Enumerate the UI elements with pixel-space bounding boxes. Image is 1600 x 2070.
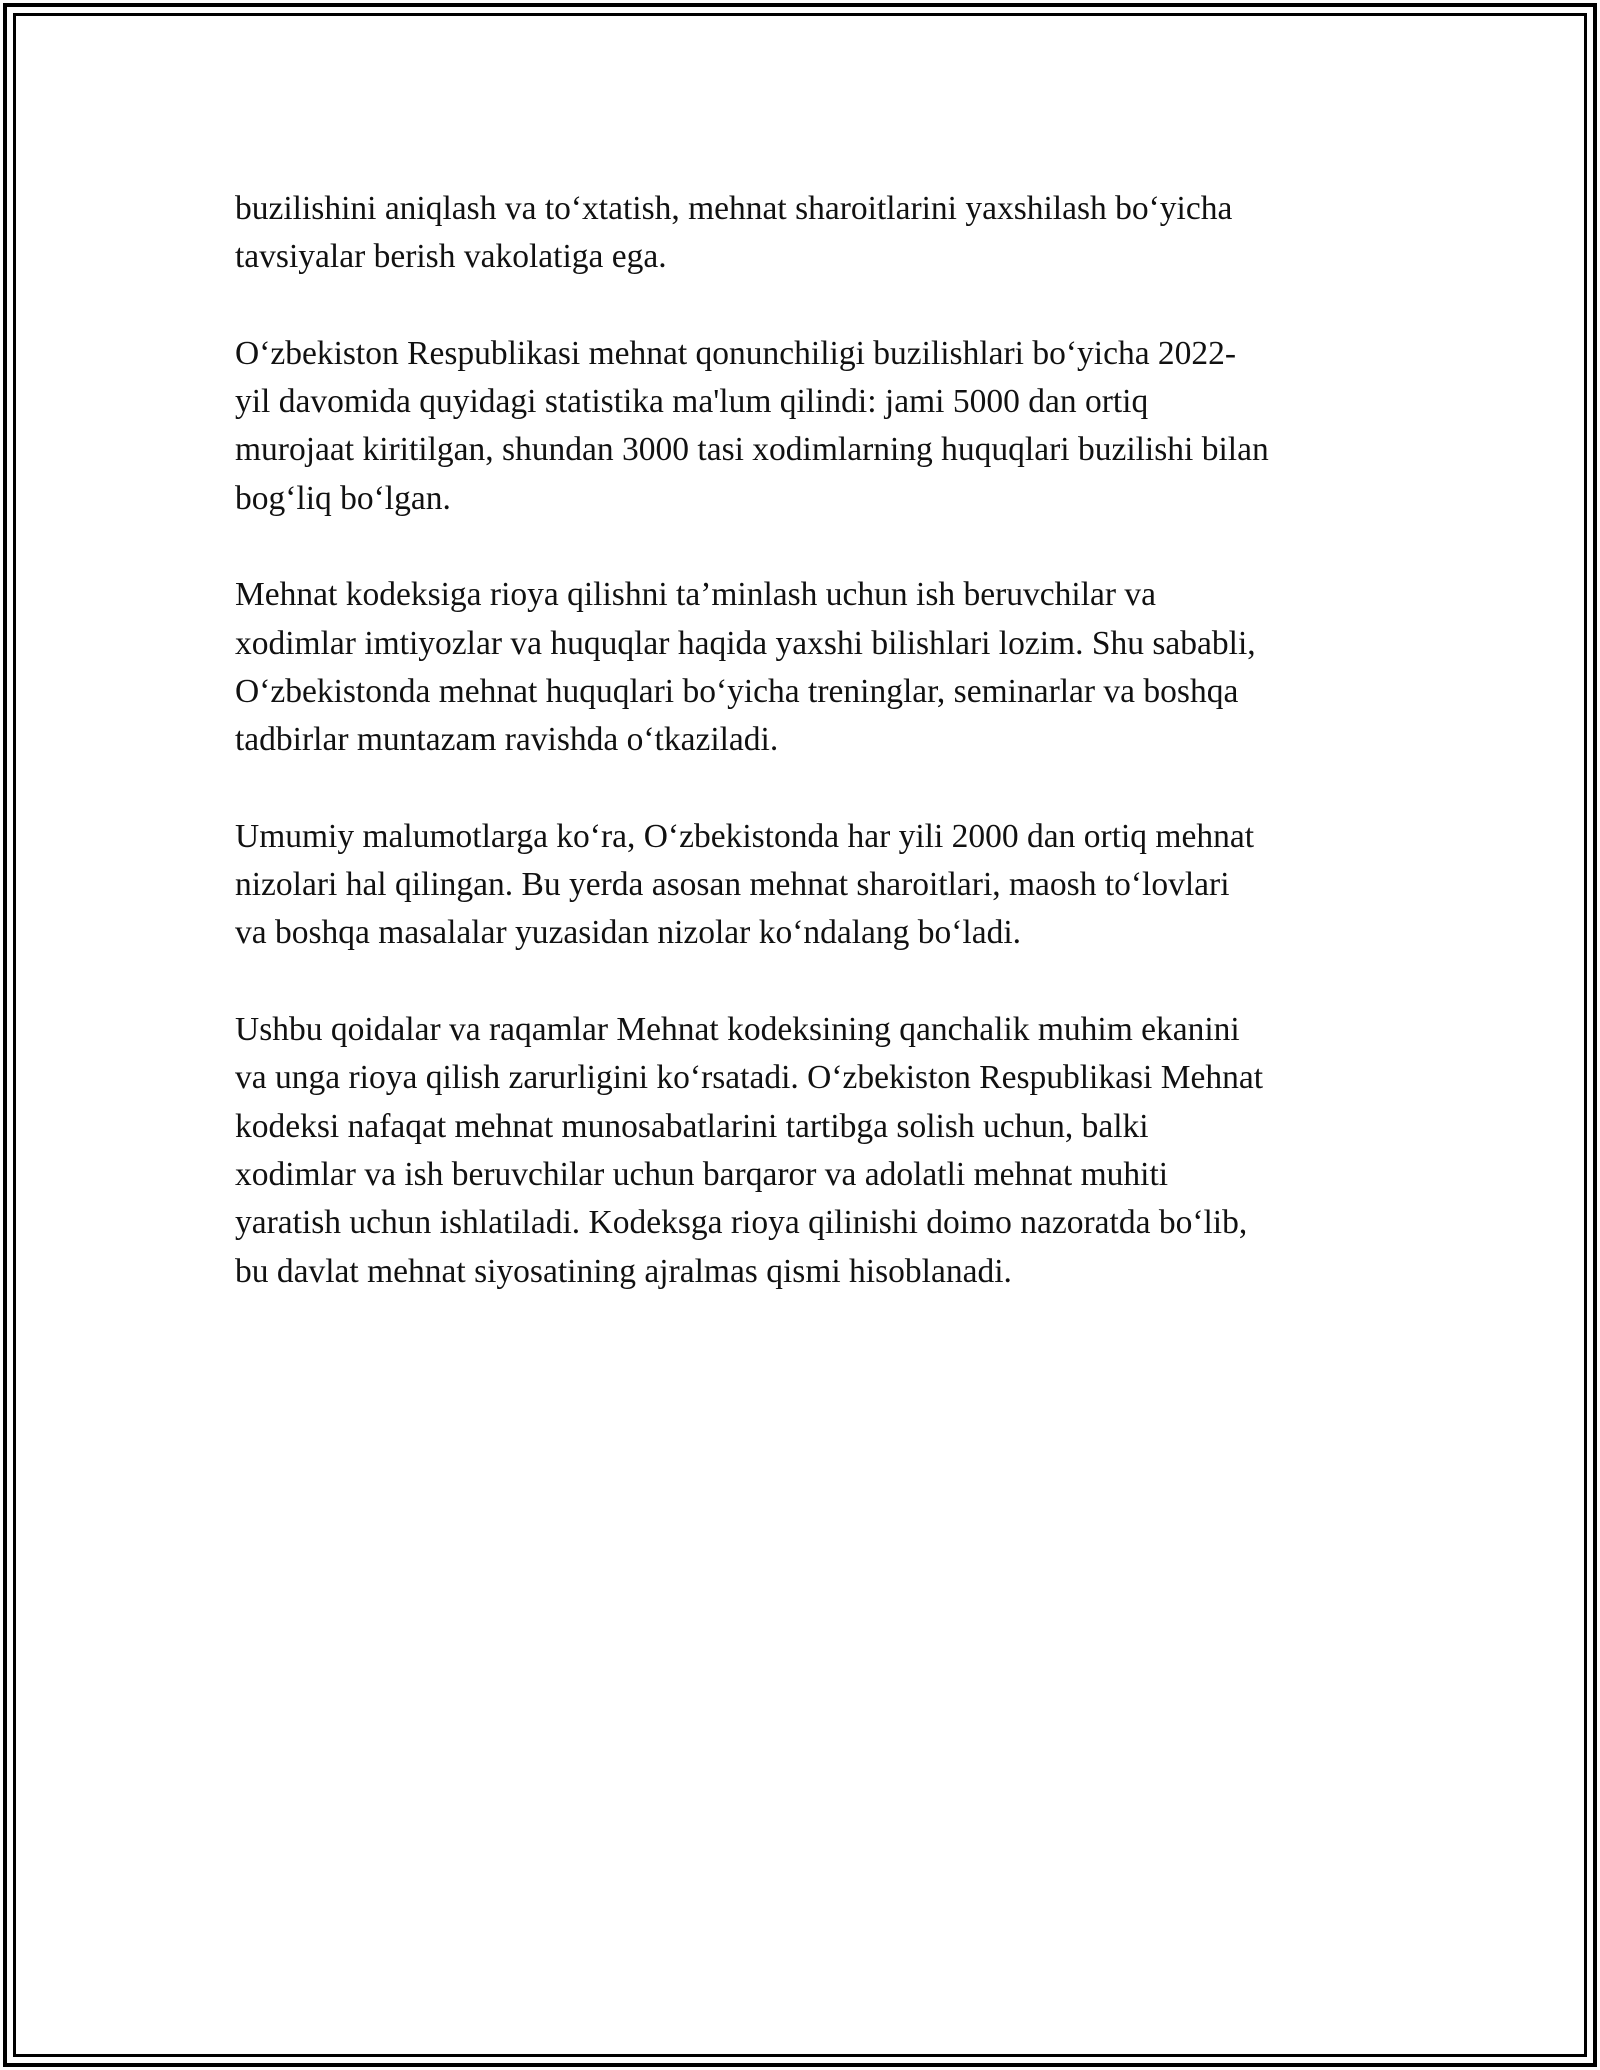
- text-line: tadbirlar muntazam ravishda o‘tkaziladi.: [235, 721, 779, 759]
- text-line: yaratish uchun ishlatiladi. Kodeksga rioya qilinishi doimo nazoratda bo‘lib,: [235, 1204, 1248, 1242]
- text-line: O‘zbekiston Respublikasi mehnat qonunchiligi buzilishlari bo‘yicha 2022-: [235, 334, 1237, 372]
- paragraph-5: [235, 1006, 1385, 1296]
- text-line: Ushbu qoidalar va raqamlar Mehnat kodeksining qanchalik muhim ekanini: [235, 1011, 1240, 1049]
- text-line: nizolari hal qilingan. Bu yerda asosan mehnat sharoitlari, maosh to‘lovlari: [235, 866, 1230, 904]
- text-line: bu davlat mehnat siyosatining ajralmas qismi hisoblanadi.: [235, 1252, 1012, 1290]
- paragraph-3: [235, 571, 1385, 764]
- text-line: Mehnat kodeksiga rioya qilishni ta’minlash uchun ish beruvchilar va: [235, 576, 1157, 614]
- text-line: xodimlar imtiyozlar va huquqlar haqida yaxshi bilishlari lozim. Shu sababli,: [235, 624, 1256, 662]
- paragraph-4: [235, 813, 1385, 958]
- text-line: murojaat kiritilgan, shundan 3000 tasi xodimlarning huquqlari buzilishi bilan: [235, 431, 1269, 469]
- document-body: [235, 185, 1385, 1344]
- text-line: yil davomida quyidagi statistika ma'lum qilindi: jami 5000 dan ortiq: [235, 383, 1149, 421]
- text-line: buzilishini aniqlash va to‘xtatish, mehnat sharoitlarini yaxshilash bo‘yicha: [235, 190, 1233, 227]
- paragraph-1: [235, 185, 1385, 282]
- text-line: tavsiyalar berish vakolatiga ega.: [235, 238, 667, 276]
- text-line: kodeksi nafaqat mehnat munosabatlarini tartibga solish uchun, balki: [235, 1107, 1149, 1145]
- paragraph-2: [235, 330, 1385, 523]
- text-line: O‘zbekistonda mehnat huquqlari bo‘yicha treninglar, seminarlar va boshqa: [235, 672, 1239, 710]
- text-line: xodimlar va ish beruvchilar uchun barqaror va adolatli mehnat muhiti: [235, 1155, 1169, 1193]
- text-line: Umumiy malumotlarga ko‘ra, O‘zbekistonda har yili 2000 dan ortiq mehnat: [235, 817, 1255, 855]
- text-line: bog‘liq bo‘lgan.: [235, 479, 451, 517]
- text-line: va unga rioya qilish zarurligini ko‘rsatadi. O‘zbekiston Respublikasi Mehnat: [235, 1059, 1264, 1097]
- text-line: va boshqa masalalar yuzasidan nizolar ko‘ndalang bo‘ladi.: [235, 914, 1022, 952]
